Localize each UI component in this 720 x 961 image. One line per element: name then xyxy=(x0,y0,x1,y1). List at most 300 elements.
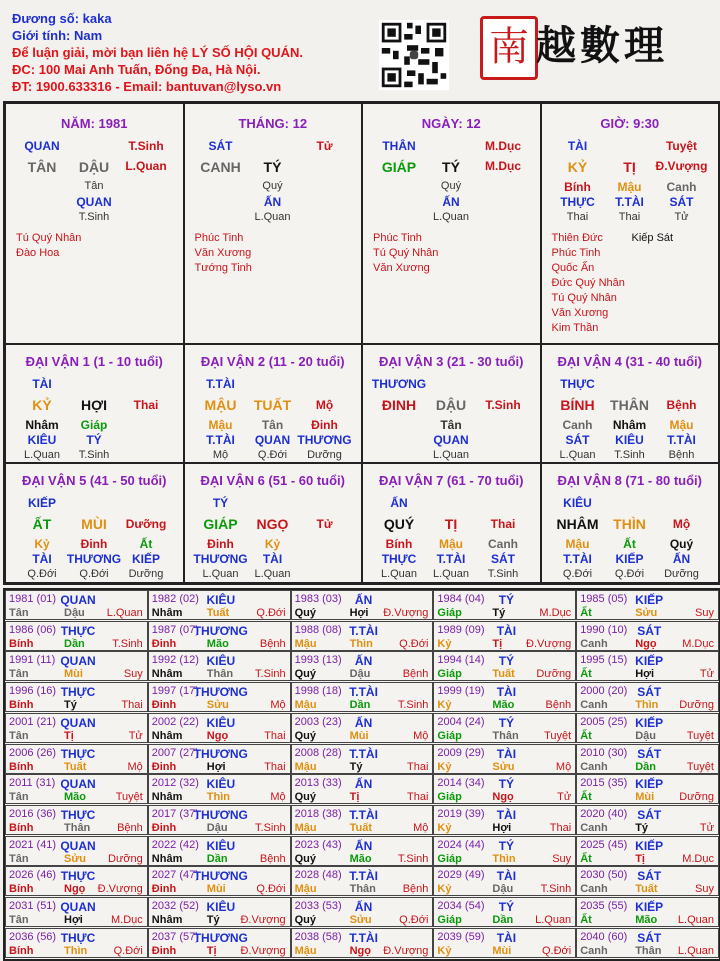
hidden-stage: L.Quan xyxy=(432,211,470,223)
year-label: 1982 (02) xyxy=(151,593,199,605)
year-branch: Tý xyxy=(64,699,77,712)
year-cell xyxy=(433,651,576,681)
year-cell xyxy=(576,928,719,958)
year-stage: T.Sinh xyxy=(112,637,143,650)
year-stage: Q.Đới xyxy=(399,637,429,650)
year-god: THƯƠNG xyxy=(193,623,248,638)
year-god: THỰC xyxy=(60,623,96,638)
dai-van-stem: GIÁP xyxy=(203,516,238,532)
year-cell xyxy=(291,897,434,927)
year-god: TÀI xyxy=(496,746,517,761)
year-god: THỰC xyxy=(60,807,96,822)
year-stage: Suy xyxy=(695,607,714,619)
year-god: KIẾP xyxy=(635,900,664,914)
year-cell xyxy=(576,651,719,681)
hidden-god: ẤN xyxy=(263,195,282,209)
hidden-god: KIẾP xyxy=(615,552,644,566)
year-cell xyxy=(433,805,576,835)
year-cell xyxy=(576,713,719,743)
seal-logo: 南 xyxy=(480,16,538,80)
year-god: QUAN xyxy=(60,838,96,853)
dai-van-god: TÀI xyxy=(32,377,52,391)
year-god: KIẾP xyxy=(635,654,664,669)
year-god: KIẾP xyxy=(635,777,664,792)
year-stage: T.Sinh xyxy=(397,699,429,712)
year-god: SÁT xyxy=(637,685,662,700)
year-branch: Tị xyxy=(64,729,74,742)
year-stem: Giáp xyxy=(437,914,462,926)
year-label: 1989 (09) xyxy=(437,623,485,636)
year-cell xyxy=(576,621,719,651)
year-god: SÁT xyxy=(637,869,662,884)
year-label: 2012 (32) xyxy=(151,777,199,790)
pillar-cell xyxy=(5,103,184,344)
star-list xyxy=(552,231,625,336)
year-stage: Tuyệt xyxy=(115,791,143,804)
dai-van-stem: ĐINH xyxy=(381,397,417,413)
year-label: 2020 (40) xyxy=(580,807,628,820)
dai-van-title: ĐẠI VẬN 1 (1 - 10 tuổi) xyxy=(25,354,163,369)
phone-email: ĐT: 1900.633316 - Email: bantuvan@lyso.vn xyxy=(12,79,282,94)
year-god: TÝ xyxy=(498,593,515,607)
year-cell xyxy=(148,682,291,712)
year-stem: Kỷ xyxy=(437,637,452,650)
year-god: THỰC xyxy=(60,746,96,761)
hidden-stem: Canh xyxy=(488,537,518,551)
year-label: 1998 (18) xyxy=(294,685,342,698)
hidden-stage: T.Sinh xyxy=(614,449,645,461)
year-cell xyxy=(5,651,148,681)
year-stage: Đ.Vượng xyxy=(526,637,572,650)
dai-van-branch: TỊ xyxy=(444,516,458,532)
year-cell xyxy=(148,866,291,896)
year-god: T.TÀI xyxy=(349,685,378,700)
dai-van-stage: Thai xyxy=(490,517,516,531)
year-label: 2026 (46) xyxy=(9,869,57,882)
year-branch: Sửu xyxy=(349,914,372,926)
year-stem: Ất xyxy=(580,914,592,926)
hidden-god: TÀI xyxy=(32,552,52,566)
year-branch: Mão xyxy=(64,791,86,804)
hidden-god: ẤN xyxy=(672,552,691,566)
year-branch: Tị xyxy=(635,852,645,865)
year-stage: Mộ xyxy=(413,821,429,834)
year-branch: Dần xyxy=(349,699,371,712)
year-stem: Bính xyxy=(9,821,34,834)
year-cell xyxy=(291,682,434,712)
year-stage: Q.Đới xyxy=(256,607,286,619)
year-label: 2004 (24) xyxy=(437,715,485,728)
dai-van-title: ĐẠI VẬN 8 (71 - 80 tuổi) xyxy=(557,473,702,488)
year-god: THỰC xyxy=(60,685,96,700)
year-stage: Tử xyxy=(128,729,143,742)
hidden-stage: T.Sinh xyxy=(487,568,519,580)
year-stage: Bệnh xyxy=(259,852,286,865)
year-cell xyxy=(148,713,291,743)
year-god: SÁT xyxy=(637,807,662,822)
branch-stage: L.Quan xyxy=(125,159,167,173)
dai-van-cell xyxy=(184,463,363,583)
year-god: ẤN xyxy=(354,593,373,607)
year-stage: T.Sinh xyxy=(397,852,429,865)
year-label: 2033 (53) xyxy=(294,900,342,912)
year-god: TÀI xyxy=(496,685,517,700)
year-stage: Thai xyxy=(406,791,429,804)
year-cell xyxy=(576,590,719,620)
year-branch: Thân xyxy=(206,668,234,681)
hidden-god: THƯƠNG xyxy=(66,552,122,566)
year-stem: Nhâm xyxy=(151,852,183,865)
year-label: 2029 (49) xyxy=(437,869,485,882)
year-branch: Ngọ xyxy=(492,791,514,804)
year-stem: Quý xyxy=(294,729,316,742)
pillar-branch: DẬU xyxy=(78,159,110,175)
year-cell xyxy=(148,836,291,866)
year-branch: Thân xyxy=(64,821,91,834)
year-stage: Đ.Vượng xyxy=(383,607,429,619)
year-god: KIẾP xyxy=(635,593,664,607)
year-branch: Dậu xyxy=(635,729,656,742)
year-god: SÁT xyxy=(637,746,662,761)
year-cell xyxy=(291,744,434,774)
hidden-stage: L.Quan xyxy=(432,449,470,461)
year-cell xyxy=(576,682,719,712)
year-branch: Mão xyxy=(635,914,658,926)
year-label: 2040 (60) xyxy=(580,930,628,943)
pillar-title: THÁNG: 12 xyxy=(238,116,308,131)
star-list xyxy=(16,231,81,261)
dai-van-god: KIÊU xyxy=(563,496,592,510)
year-label: 1993 (13) xyxy=(294,654,342,667)
year-branch: Sửu xyxy=(492,760,515,773)
pillar-stage: Tử xyxy=(316,139,333,153)
hidden-stem: Tân xyxy=(84,180,104,192)
hidden-stem: Ất xyxy=(139,537,153,551)
year-label: 2021 (41) xyxy=(9,838,57,851)
year-god: TÀI xyxy=(496,869,517,884)
pillar-god: QUAN xyxy=(24,139,60,153)
pillar-stem: CANH xyxy=(200,159,241,175)
star-item: Kiếp Sát xyxy=(631,232,674,244)
year-branch: Dậu xyxy=(349,668,371,681)
year-branch: Hợi xyxy=(206,760,226,773)
year-cell xyxy=(433,621,576,651)
dai-van-god: KIẾP xyxy=(27,496,57,510)
year-stem: Canh xyxy=(580,699,608,712)
year-god: THƯƠNG xyxy=(193,685,248,700)
dai-van-stage: Thai xyxy=(133,398,159,412)
hidden-god: T.TÀI xyxy=(563,552,592,566)
year-god: QUAN xyxy=(60,654,96,669)
year-stage: Dưỡng xyxy=(536,668,572,681)
hidden-god: THỰC xyxy=(381,552,417,566)
year-god: TÀI xyxy=(496,930,517,945)
year-stage: T.Sinh xyxy=(540,883,572,896)
hidden-god: TÝ xyxy=(86,433,102,447)
year-branch: Sửu xyxy=(635,607,658,619)
brand-logo: 越數理 xyxy=(536,22,668,69)
year-stage: Dưỡng xyxy=(679,699,714,712)
year-cell xyxy=(148,744,291,774)
year-god: KIÊU xyxy=(206,654,236,669)
dai-van-branch: DẬU xyxy=(435,397,467,413)
year-branch: Hợi xyxy=(492,821,512,834)
year-label: 1991 (11) xyxy=(9,654,56,667)
year-cell xyxy=(576,836,719,866)
year-label: 2019 (39) xyxy=(437,807,485,820)
year-god: SÁT xyxy=(637,930,662,945)
hidden-stem: Tân xyxy=(261,418,284,432)
year-stage: Bệnh xyxy=(402,883,429,896)
year-stem: Nhâm xyxy=(151,668,183,681)
year-stem: Quý xyxy=(294,852,316,865)
year-stem: Bính xyxy=(9,944,34,957)
hidden-stage: Dưỡng xyxy=(307,449,342,461)
year-label: 2038 (58) xyxy=(294,930,342,943)
year-stage: Q.Đới xyxy=(399,914,429,926)
hidden-stage: Q.Đới xyxy=(562,568,593,580)
star-item: Đức Quý Nhân xyxy=(551,277,625,289)
year-cell xyxy=(148,651,291,681)
year-stage: Tử xyxy=(699,668,714,681)
year-label: 2024 (44) xyxy=(437,838,485,851)
year-label: 2018 (38) xyxy=(294,807,342,820)
year-god: T.TÀI xyxy=(349,807,378,822)
year-stage: L.Quan xyxy=(535,914,572,926)
year-stage: Bệnh xyxy=(545,699,572,712)
year-stem: Giáp xyxy=(437,791,462,804)
hidden-god: SÁT xyxy=(565,433,590,447)
year-god: THƯƠNG xyxy=(193,746,248,761)
dai-van-branch: THÌN xyxy=(613,516,646,532)
year-branch: Tý xyxy=(492,607,506,619)
year-branch: Mùi xyxy=(492,944,512,957)
year-stage: Mộ xyxy=(413,729,429,742)
hidden-stage: Mộ xyxy=(212,449,229,461)
year-god: TÝ xyxy=(498,777,515,792)
dai-van-cell xyxy=(541,463,720,583)
hidden-stem: Giáp xyxy=(80,418,108,432)
year-branch: Sửu xyxy=(64,852,87,865)
year-god: THỰC xyxy=(60,930,96,945)
hidden-god: QUAN xyxy=(76,195,112,209)
hidden-stem: Đinh xyxy=(80,537,108,551)
year-cell xyxy=(433,713,576,743)
year-stem: Đinh xyxy=(151,637,177,650)
year-god: THỰC xyxy=(60,869,96,884)
year-god: THƯƠNG xyxy=(193,807,248,822)
year-stage: Đ.Vượng xyxy=(97,883,143,896)
dai-van-branch: HỢI xyxy=(81,397,107,413)
year-label: 1985 (05) xyxy=(580,593,628,605)
year-cell xyxy=(291,866,434,896)
hidden-god: T.TÀI xyxy=(436,552,466,566)
dai-van-stage: Dưỡng xyxy=(125,517,167,531)
year-stage: Bệnh xyxy=(402,668,429,681)
year-stage: Bệnh xyxy=(259,637,286,650)
year-cell xyxy=(433,836,576,866)
year-label: 2023 (43) xyxy=(294,838,342,851)
branch-stage: Đ.Vượng xyxy=(655,159,708,173)
star-item: Tướng Tinh xyxy=(194,262,252,274)
year-stem: Đinh xyxy=(151,821,177,834)
dai-van-title: ĐẠI VẬN 3 (21 - 30 tuổi) xyxy=(379,354,524,369)
year-stage: Thai xyxy=(549,821,572,834)
hidden-stage: Q.Đới xyxy=(79,568,109,580)
year-stage: Q.Đới xyxy=(541,944,572,957)
year-label: 1995 (15) xyxy=(580,654,628,667)
dai-van-stage: Tử xyxy=(316,517,333,531)
hidden-stage: T.Sinh xyxy=(78,211,110,223)
chart-header xyxy=(12,10,303,95)
year-branch: Tuất xyxy=(635,883,658,896)
hidden-stage: Q.Đới xyxy=(257,449,288,461)
year-label: 2010 (30) xyxy=(580,746,628,759)
year-stem: Giáp xyxy=(437,729,462,742)
year-cell xyxy=(5,897,148,927)
year-stage: Mộ xyxy=(555,760,572,773)
dai-van-god: T.TÀI xyxy=(206,377,235,391)
year-stem: Canh xyxy=(580,944,608,957)
year-god: KIÊU xyxy=(206,777,236,792)
year-branch: Mùi xyxy=(64,668,83,681)
year-stem: Tân xyxy=(9,852,29,865)
year-label: 2001 (21) xyxy=(9,715,57,728)
year-cell xyxy=(5,590,148,620)
dai-van-cell xyxy=(184,344,363,463)
hidden-stem: Bính xyxy=(385,537,413,551)
hidden-stage: L.Quan xyxy=(432,568,470,580)
hidden-stem: Canh xyxy=(562,418,593,432)
hidden-god: THỰC xyxy=(560,195,595,209)
year-cell xyxy=(148,805,291,835)
year-branch: Dần xyxy=(492,914,514,926)
year-cell xyxy=(148,621,291,651)
year-cell xyxy=(433,866,576,896)
year-stem: Đinh xyxy=(151,760,177,773)
year-label: 1990 (10) xyxy=(580,623,628,636)
branch-stage: M.Dục xyxy=(485,159,521,173)
hidden-stem: Kỷ xyxy=(264,537,281,551)
year-label: 1986 (06) xyxy=(9,623,57,636)
year-branch: Thìn xyxy=(635,699,659,712)
pillar-stage: M.Dục xyxy=(485,139,521,153)
year-stage: Mộ xyxy=(270,699,286,712)
year-cell xyxy=(5,805,148,835)
year-cell xyxy=(576,897,719,927)
year-stage: Dưỡng xyxy=(679,791,714,804)
year-branch: Hợi xyxy=(64,914,83,926)
star-item: Tú Quý Nhân xyxy=(551,292,617,304)
year-branch: Dần xyxy=(64,637,85,650)
year-branch: Dần xyxy=(206,852,228,865)
dai-van-branch: THÂN xyxy=(610,397,649,413)
year-cell xyxy=(433,744,576,774)
hidden-stage: Dưỡng xyxy=(128,568,164,580)
year-stage: L.Quan xyxy=(677,914,714,926)
dai-van-title: ĐẠI VẬN 6 (51 - 60 tuổi) xyxy=(200,473,345,488)
year-stem: Nhâm xyxy=(151,914,183,926)
hidden-stage: Q.Đới xyxy=(27,568,57,580)
year-label: 2000 (20) xyxy=(580,685,628,698)
hidden-god: ẤN xyxy=(442,195,460,209)
year-stem: Canh xyxy=(580,637,608,650)
year-stem: Canh xyxy=(580,883,608,896)
year-branch: Mão xyxy=(349,852,372,865)
dai-van-title: ĐẠI VẬN 7 (61 - 70 tuổi) xyxy=(379,473,524,488)
year-god: ẤN xyxy=(354,900,373,914)
year-stem: Mậu xyxy=(294,699,317,712)
year-stem: Kỷ xyxy=(437,760,452,773)
year-label: 2032 (52) xyxy=(151,900,199,912)
year-cell xyxy=(291,590,434,620)
hidden-god: KIÊU xyxy=(27,433,57,447)
year-label: 1983 (03) xyxy=(294,593,342,605)
year-stem: Tân xyxy=(9,607,29,619)
hidden-stem: Mậu xyxy=(565,537,590,551)
year-god: TÝ xyxy=(498,838,515,853)
year-cell xyxy=(291,713,434,743)
hidden-stem: Kỷ xyxy=(34,537,50,551)
year-label: 1996 (16) xyxy=(9,685,57,698)
year-god: KIẾP xyxy=(635,715,664,730)
year-label: 2006 (26) xyxy=(9,746,57,759)
hidden-stage: Thai xyxy=(566,211,589,223)
year-branch: Mão xyxy=(206,637,229,650)
year-stem: Kỷ xyxy=(437,883,452,896)
hidden-stem: Quý xyxy=(262,180,283,192)
year-god: T.TÀI xyxy=(349,869,378,884)
pillar-title: GIỜ: 9:30 xyxy=(600,116,660,131)
year-cell xyxy=(433,590,576,620)
dai-van-title: ĐẠI VẬN 5 (41 - 50 tuổi) xyxy=(22,473,167,488)
year-stem: Ất xyxy=(580,607,592,619)
dai-van-stage: Bệnh xyxy=(666,398,697,412)
year-branch: Ngọ xyxy=(64,883,86,896)
star-item: Phúc Tinh xyxy=(194,232,244,244)
year-branch: Mùi xyxy=(349,729,369,742)
hidden-stem: Canh xyxy=(666,180,697,194)
hidden-stem: Mậu xyxy=(208,418,233,432)
dai-van-cell xyxy=(362,344,541,463)
year-stem: Mậu xyxy=(294,760,317,773)
year-stage: Thai xyxy=(406,760,429,773)
year-label: 2009 (29) xyxy=(437,746,485,759)
star-item: Phúc Tinh xyxy=(373,232,422,244)
hidden-stage: Thai xyxy=(618,211,641,223)
year-god: QUAN xyxy=(60,900,96,914)
year-branch: Ngọ xyxy=(349,944,371,957)
dai-van-god: THỰC xyxy=(560,377,595,391)
year-stage: Suy xyxy=(552,852,572,865)
hidden-stage: L.Quan xyxy=(202,568,239,580)
year-god: QUAN xyxy=(60,593,96,607)
star-item: Đào Hoa xyxy=(16,247,60,259)
year-branch: Mão xyxy=(492,699,515,712)
year-cell xyxy=(433,774,576,804)
hidden-stem: Đinh xyxy=(311,418,338,432)
year-stem: Ất xyxy=(580,852,592,865)
hidden-stem: Mậu xyxy=(617,180,642,194)
year-stage: Tuyệt xyxy=(544,729,572,742)
hidden-stem: Ất xyxy=(623,537,636,551)
year-stage: Mộ xyxy=(127,760,143,773)
year-branch: Tý xyxy=(349,760,363,773)
year-label: 2014 (34) xyxy=(437,777,485,790)
star-list xyxy=(195,231,252,276)
year-branch: Mùi xyxy=(635,791,655,804)
year-label: 2011 (31) xyxy=(9,777,56,790)
